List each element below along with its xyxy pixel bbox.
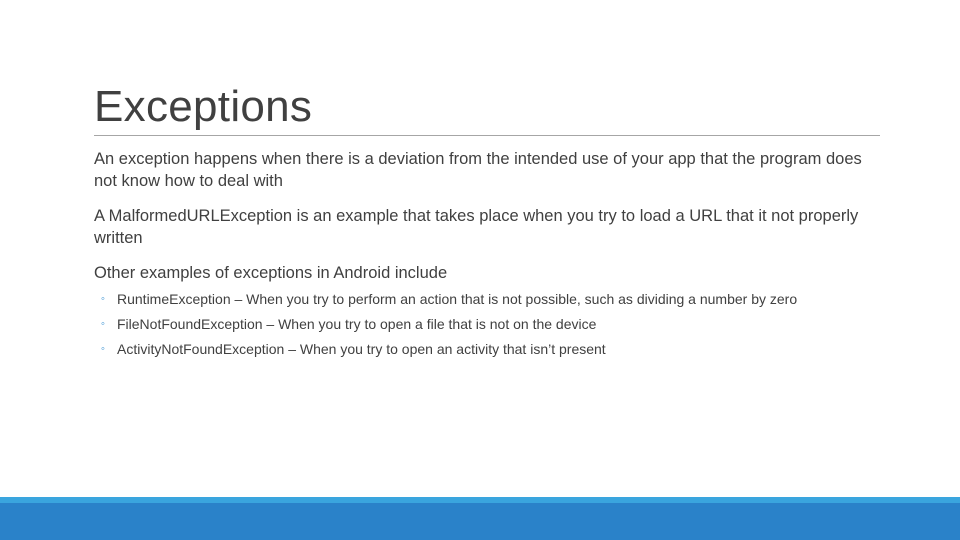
- slide-body: [94, 148, 884, 364]
- paragraph: A MalformedURLException is an example that takes place when you try to load a URL that it not properly written: [94, 207, 859, 247]
- list-item-text: ActivityNotFoundException – When you try to open an activity that isn’t present: [117, 341, 606, 357]
- slide-title: Exceptions: [94, 82, 313, 131]
- bullet-list: [94, 289, 884, 359]
- bullet-circle-icon: ◦: [101, 293, 105, 305]
- bullet-circle-icon: ◦: [101, 343, 105, 355]
- list-item: [101, 314, 884, 334]
- title-divider: [94, 135, 880, 136]
- paragraph: Other examples of exceptions in Android include: [94, 264, 448, 282]
- paragraph: An exception happens when there is a deviation from the intended use of your app that the program does not know how to deal with: [94, 150, 862, 190]
- list-item-text: RuntimeException – When you try to perform an action that is not possible, such as dividing a number by zero: [117, 291, 798, 307]
- list-item: [101, 289, 884, 309]
- list-item-text: FileNotFoundException – When you try to open a file that is not on the device: [117, 316, 597, 332]
- list-item: [101, 339, 884, 359]
- footer-band: [0, 503, 960, 540]
- bullet-circle-icon: ◦: [101, 318, 105, 330]
